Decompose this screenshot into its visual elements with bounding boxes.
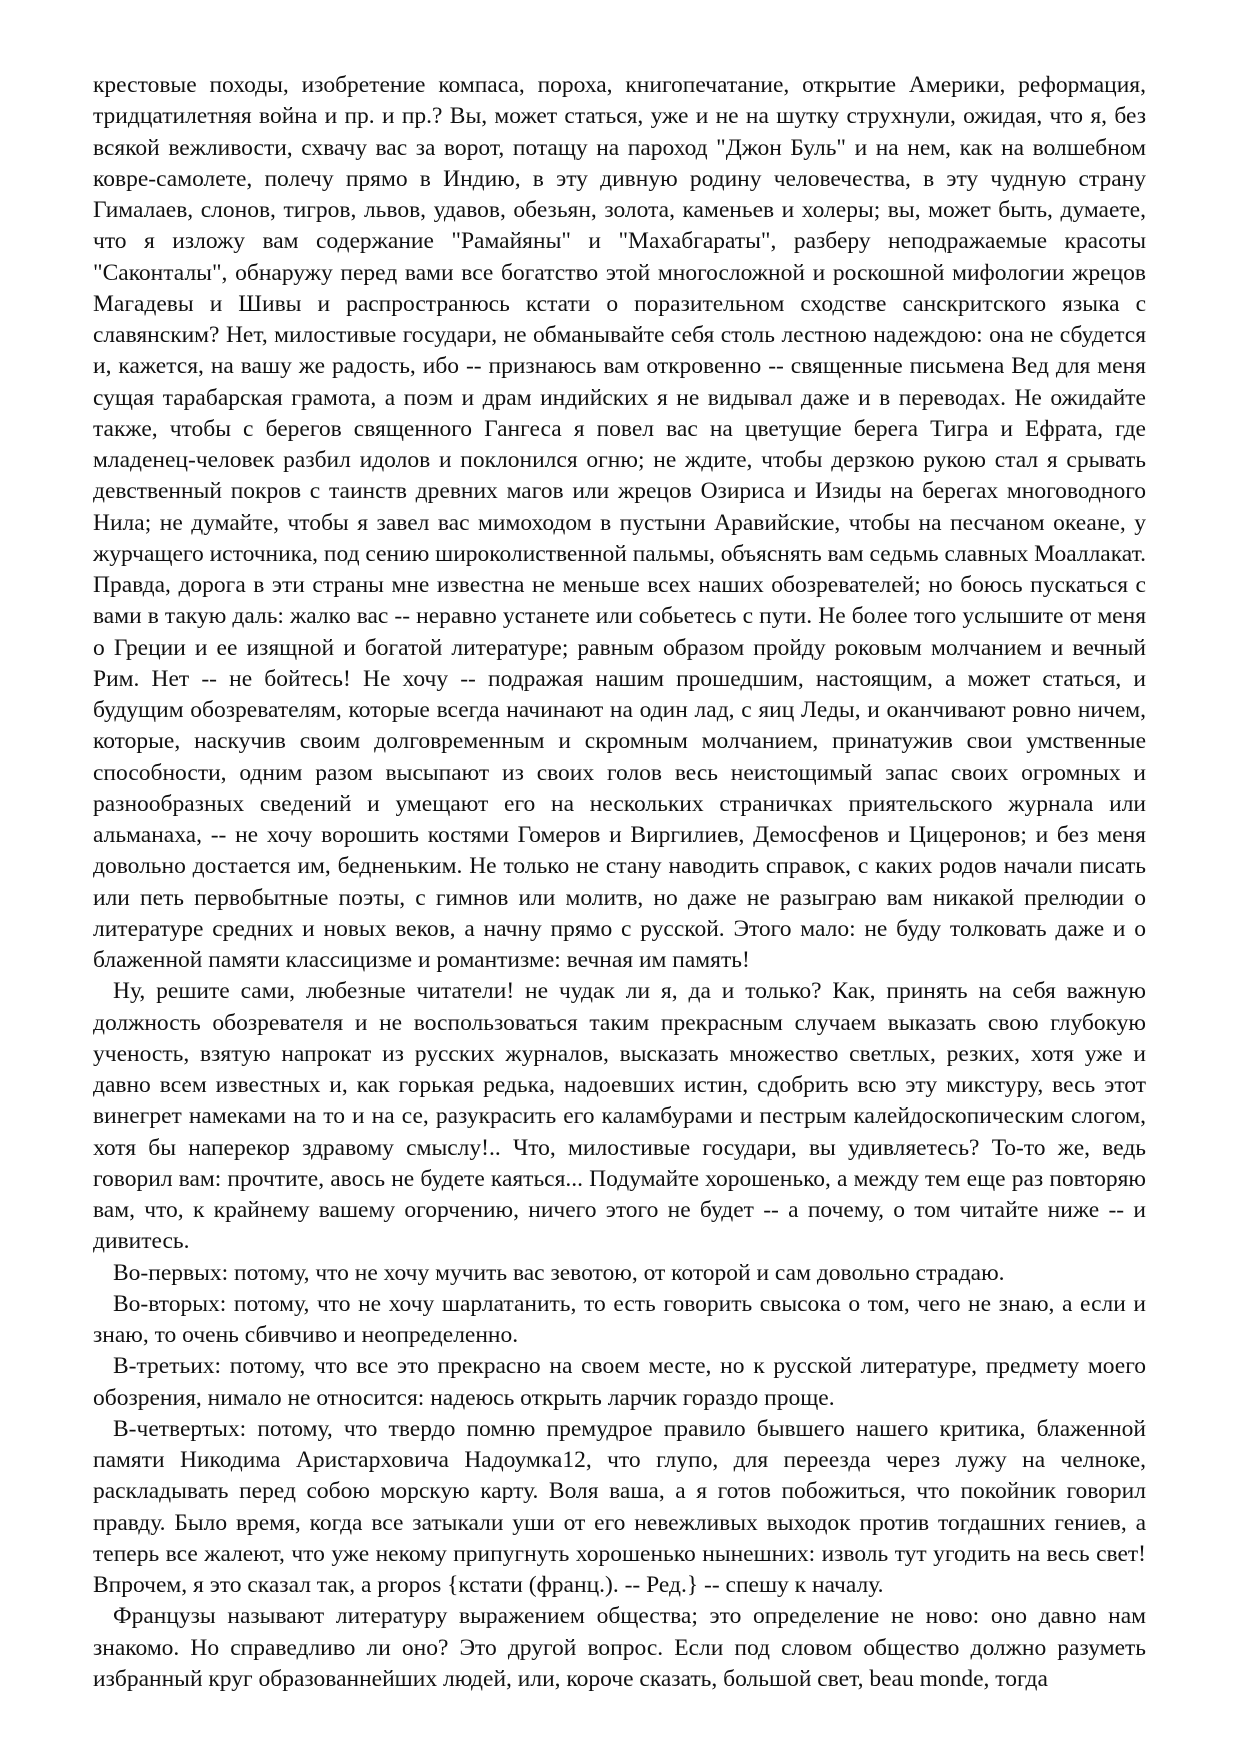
paragraph-continuation: крестовые походы, изобретение компаса, пороха, книгопечатание, открытие Америки, реформация, тридцатилетняя война и пр. и пр.? Вы, может статься, уже и не на шутку струхнули, ожидая, что я, без всякой вежливости, схвачу вас за ворот, потащу на пароход "Джон Буль" и на нем, как на волшебном ковре-самолете, полечу прямо в Индию, в эту дивную родину человечества, в эту чудную страну Гималаев, слонов, тигров, львов, удавов, обезьян, золота, каменьев и холеры; вы, может быть, думаете, что я изложу вам содержание "Рамайяны" и "Махабгараты", разберу неподражаемые красоты "Саконталы", обнаружу перед вами все богатство этой многосложной и роскошной мифологии жрецов Магадевы и Шивы и распространюсь кстати о поразительном сходстве санскритского языка с славянским? Нет, милостивые государи, не обманывайте себя столь лестною надеждою: она не сбудется и, кажется, на вашу же радость, ибо -- признаюсь вам откровенно -- священные письмена Вед для меня сущая тарабарская грамота, а поэм и драм индийских я не видывал даже и в переводах. Не ожидайте также, чтобы с берегов священного Гангеса я повел вас на цветущие берега Тигра и Ефрата, где младенец-человек разбил идолов и поклонился огню; не ждите, чтобы дерзкою рукою стал я срывать девственный покров с таинств древних магов или жрецов Озириса и Изиды на берегах многоводного Нила; не думайте, чтобы я завел вас мимоходом в пустыни Аравийские, чтобы на песчаном океане, у журчащего источника, под сению широколиственной пальмы, объяснять вам седьмь славных Моаллакат. Правда, дорога в эти страны мне известна не меньше всех наших обозревателей; но боюсь пускаться с вами в такую даль: жалко вас -- неравно устанете или собьетесь с пути. Не более того услышите от меня о Греции и ее изящной и богатой литературе; равным образом пройду роковым молчанием и вечный Рим. Нет -- не бойтесь! Не хочу -- подражая нашим прошедшим, настоящим, а может статься, и будущим обозревателям, которые всегда начинают на один лад, с яиц Леды, и оканчивают ровно ничем, которые, наскучив своим долговременным и скромным молчанием, принатужив свои умственные способности, одним разом высыпают из своих голов весь неистощимый запас своих огромных и разнообразных сведений и умещают его на нескольких страничках приятельского журнала или альманаха, -- не хочу ворошить костями Гомеров и Виргилиев, Демосфенов и Цицеронов; и без меня довольно достается им, бедненьким. Не только не стану наводить справок, с каких родов начали писать или петь первобытные поэты, с гимнов или молитв, но даже не разыграю вам никакой прелюдии о литературе средних и новых веков, а начну прямо с русской. Этого мало: не буду толковать даже и о блаженной памяти классицизме и романтизме: вечная им память!: [93, 72, 1147, 973]
paragraph-reader-address: Ну, решите сами, любезные читатели! не чудак ли я, да и только? Как, принять на себя важную должность обозревателя и не воспользоваться таким прекрасным случаем выказать свою глубокую ученость, взятую напрокат из русских журналов, высказать множество светлых, резких, хотя уже и давно всем известных и, как горькая редька, надоевших истин, сдобрить всю эту микстуру, весь этот винегрет намеками на то и на се, разукрасить его каламбурами и пестрым калейдоскопическим слогом, хотя бы наперекор здравому смыслу!.. Что, милостивые государи, вы удивляетесь? То-то же, ведь говорил вам: прочтите, авось не будете каяться... Подумайте хорошенько, а между тем еще раз повторяю вам, что, к крайнему вашему огорчению, ничего этого не будет -- а почему, о том читайте ниже -- и дивитесь.: [93, 978, 1146, 1255]
paragraph-french-definition: Французы называют литературу выражением общества; это определение не ново: оно давно нам знакомо. Но справедливо ли оно? Это другой вопрос. Если под словом общество должно разуметь избранный круг образованнейших людей, или, короче сказать, большой свет, beau monde, тогда: [93, 1603, 1146, 1692]
paragraph-reason-first: Во-первых: потому, что не хочу мучить вас зевотою, от которой и сам довольно страдаю.: [113, 1259, 1005, 1286]
paragraph-reason-third: В-третьих: потому, что все это прекрасно на своем месте, но к русской литературе, предмету моего обозрения, нимало не относится: надеюсь открыть ларчик гораздо проще.: [93, 1353, 1146, 1411]
paragraph-reason-fourth: В-четвертых: потому, что твердо помню премудрое правило бывшего нашего критика, блаженной памяти Никодима Аристарховича Надоумка12, что глупо, для переезда через лужу на челноке, раскладывать перед собою морскую карту. Воля ваша, а я готов побожиться, что покойник говорил правду. Было время, когда все затыкали уши от его невежливых выходок против тогдашних гениев, а теперь все жалеют, что уже некому припугнуть хорошенько нынешних: изволь тут угодить на весь свет! Впрочем, я это сказал так, a propos {кстати (франц.). -- Ред.} -- спешу к началу.: [93, 1415, 1146, 1598]
paragraph-reason-second: Во-вторых: потому, что не хочу шарлатанить, то есть говорить свысока о том, чего не знаю, а если и знаю, то очень сбивчиво и неопределенно.: [93, 1290, 1146, 1348]
document-page: [93, 70, 1146, 1695]
